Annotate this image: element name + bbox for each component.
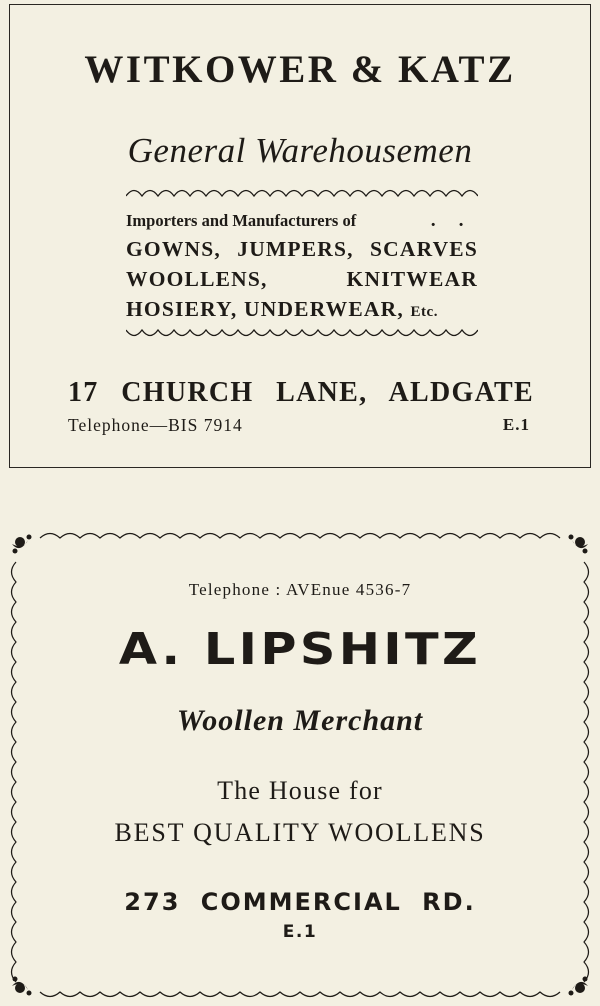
tagline: Woollen Merchant — [176, 704, 424, 737]
wave-divider-bottom — [126, 327, 478, 341]
postal-district: E.1 — [282, 922, 318, 942]
advert-lipshitz — [6, 528, 594, 1002]
wave-divider-top — [126, 185, 478, 199]
goods-line-3-text: HOSIERY, UNDERWEAR, — [126, 297, 404, 321]
goods-line-1: GOWNS, JUMPERS, SCARVES — [126, 237, 478, 261]
importers-line: Importers and Manufacturers of — [126, 211, 357, 230]
goods-line-3 — [126, 297, 478, 322]
goods-line-2: WOOLLENS, KNITWEAR — [126, 267, 478, 291]
address: 17 CHURCH LANE, ALDGATE — [68, 377, 534, 408]
tagline: General Warehousemen — [127, 131, 473, 170]
telephone: Telephone—BIS 7914 — [68, 415, 243, 435]
postal-district: E.1 — [502, 415, 530, 434]
importers-dots: . . — [430, 211, 472, 231]
firm-name: WITKOWER & KATZ — [84, 48, 516, 91]
firm-name: A. LIPSHITZ — [118, 624, 482, 675]
slogan-line-2: BEST QUALITY WOOLLENS — [114, 818, 486, 847]
telephone: Telephone : AVEnue 4536-7 — [188, 580, 412, 599]
goods-etc: Etc. — [410, 304, 438, 320]
slogan-line-1: The House for — [217, 776, 383, 805]
advert-witkower-katz — [9, 4, 591, 468]
address: 273 COMMERCIAL RD. — [124, 888, 476, 916]
